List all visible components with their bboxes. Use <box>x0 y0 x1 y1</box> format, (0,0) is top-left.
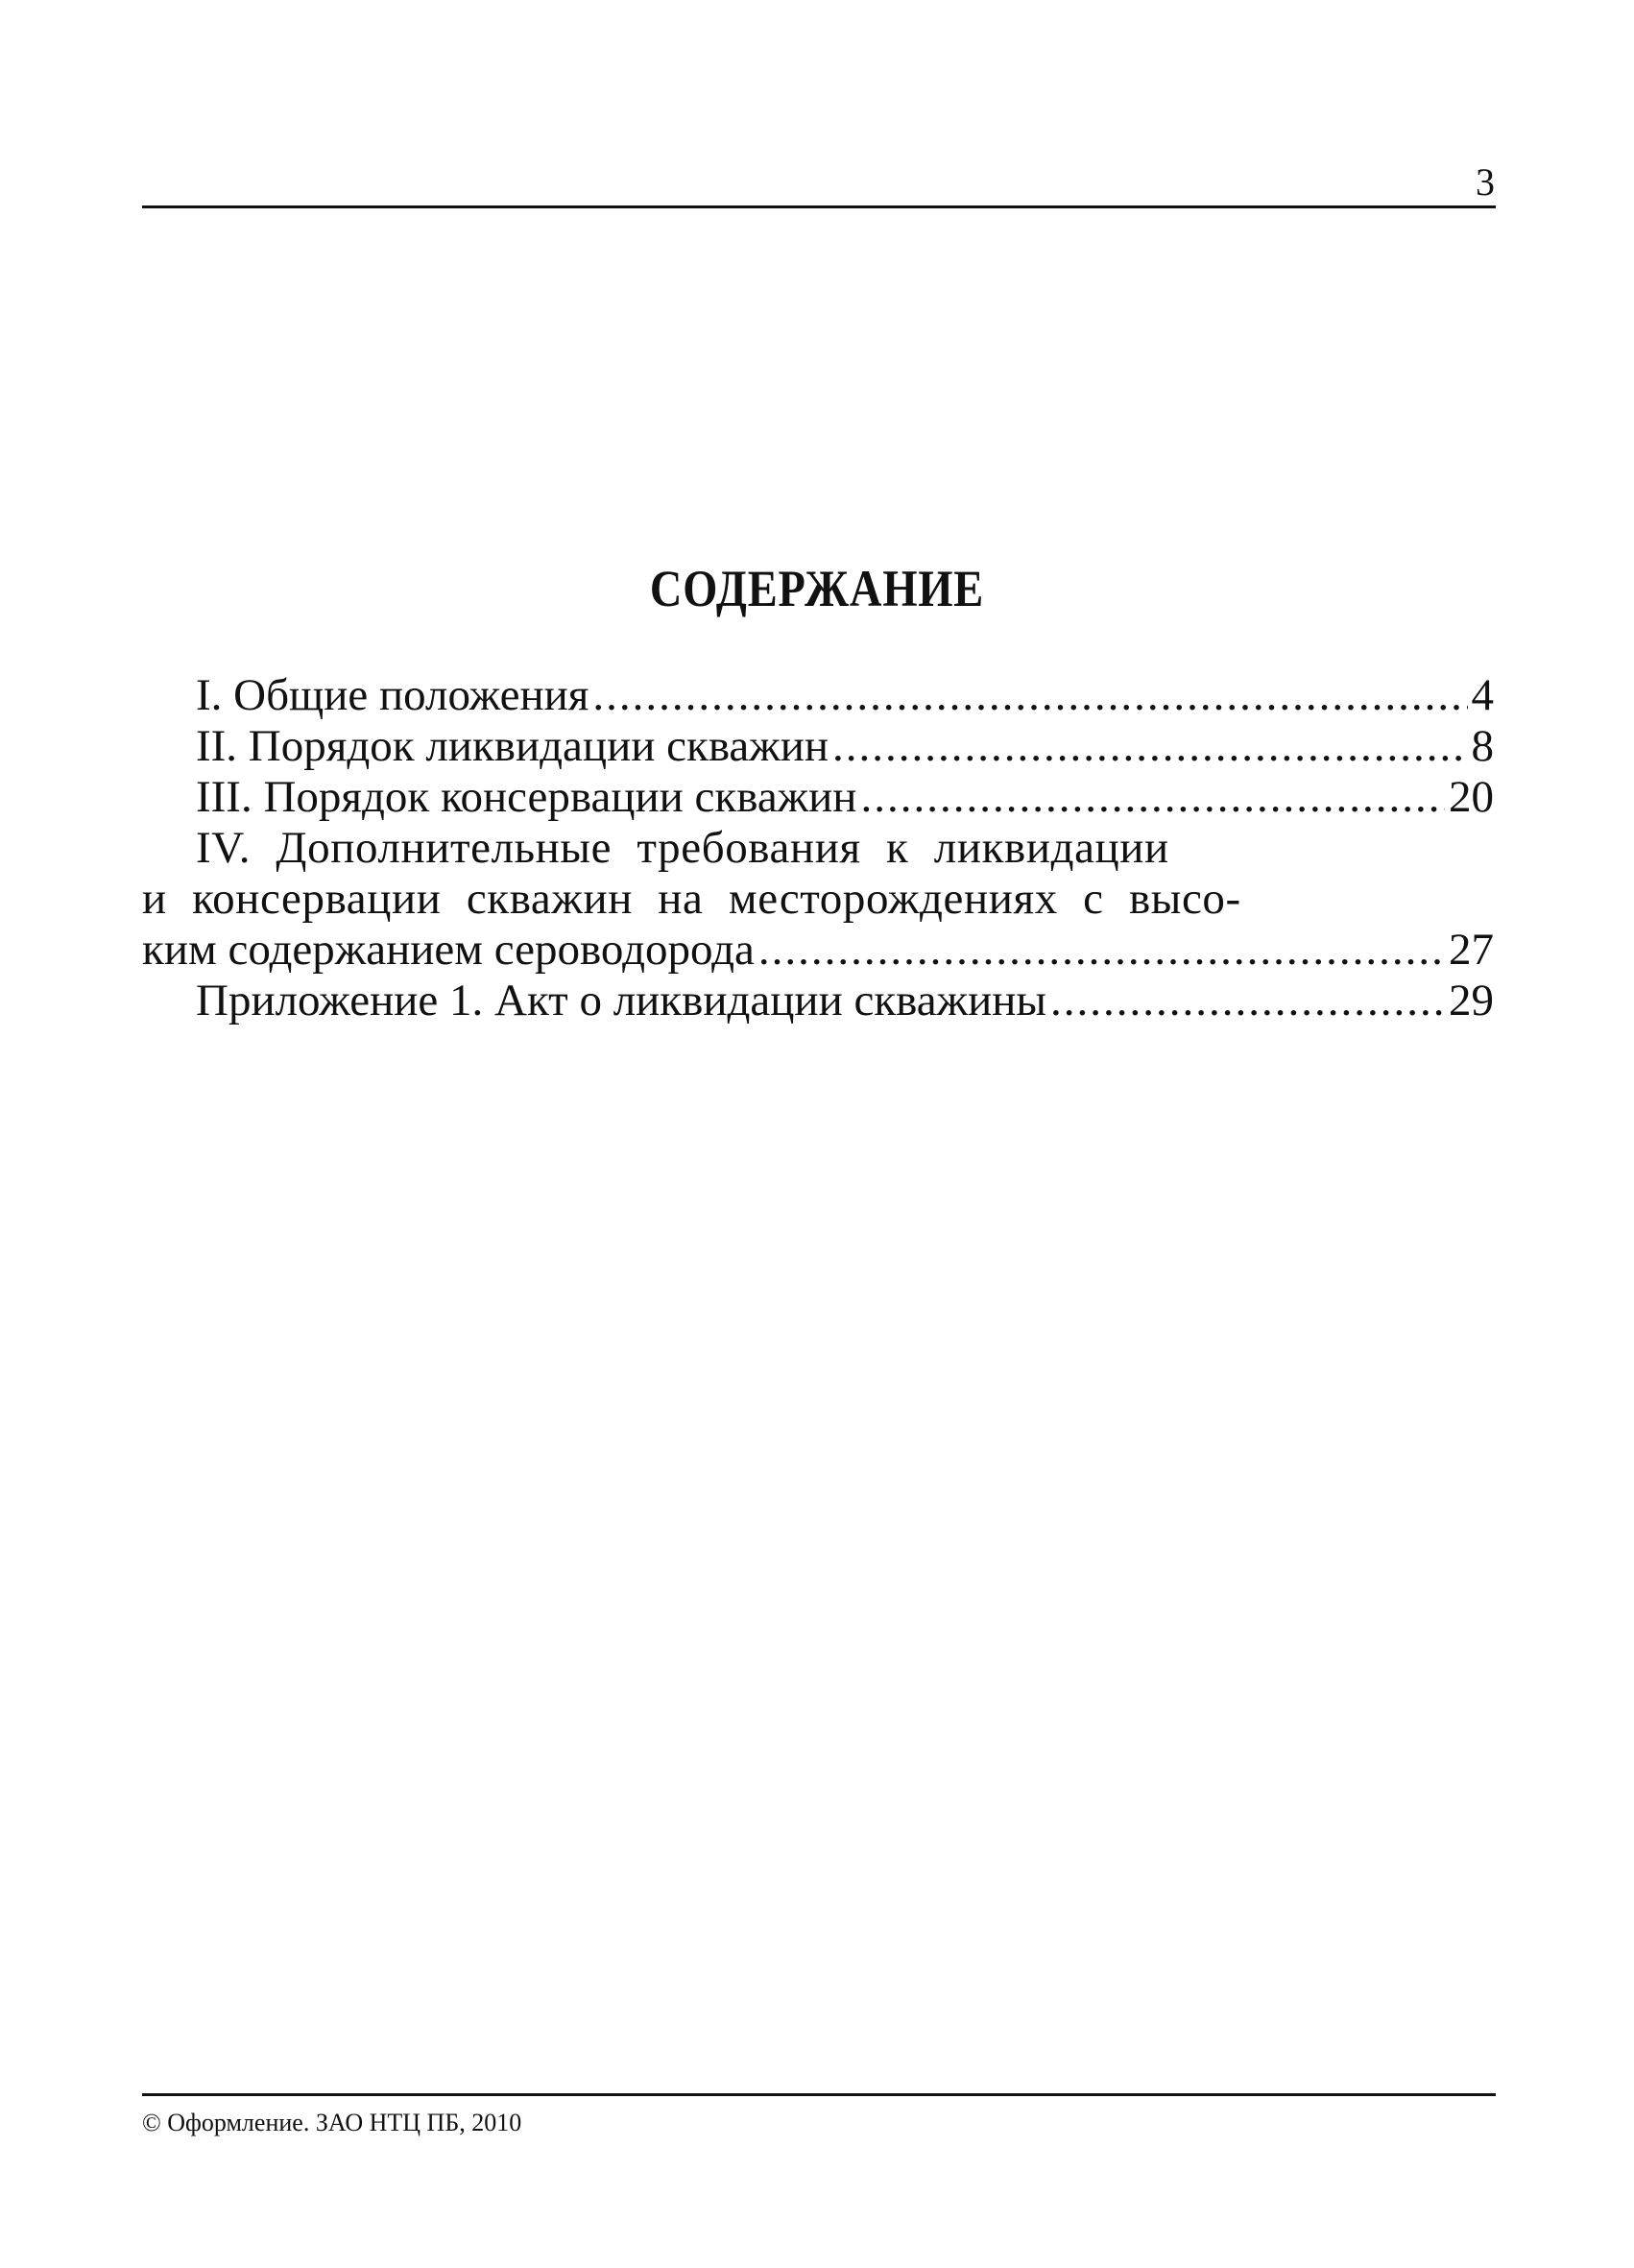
toc-entry-page: 8 <box>1471 721 1494 771</box>
toc-entry-liquidation[interactable] <box>142 721 1494 772</box>
page-number: 3 <box>1476 160 1495 204</box>
table-of-contents <box>142 670 1494 1026</box>
toc-entry-line-1: IV. Дополнительные требования к ликвидации <box>196 823 1169 873</box>
toc-entry-label: II. Порядок ликвидации скважин <box>196 721 829 771</box>
toc-title: СОДЕРЖАНИЕ <box>649 560 985 617</box>
toc-entry-page: 20 <box>1449 772 1494 822</box>
toc-entry-label: III. Порядок консервации скважин <box>196 772 857 822</box>
toc-entry-label: I. Общие положения <box>196 670 589 720</box>
toc-entry-page: 27 <box>1449 925 1494 975</box>
toc-leader-dots <box>758 925 1445 976</box>
toc-entry-label: Приложение 1. Акт о ликвидации скважины <box>196 976 1046 1025</box>
toc-entry-line-2: и консервации скважин на месторождениях с высо- <box>142 874 1241 924</box>
toc-entry-appendix-1[interactable] <box>142 976 1494 1026</box>
footer-rule <box>142 2093 1496 2096</box>
footer-copyright: © Оформление. ЗАО НТЦ ПБ, 2010 <box>142 2109 522 2136</box>
toc-leader-dots <box>592 670 1467 721</box>
toc-entry-label: ким содержанием сероводорода <box>142 925 755 975</box>
header-rule <box>142 205 1496 208</box>
toc-leader-dots <box>832 721 1467 772</box>
toc-entry-line-3 <box>142 925 1494 976</box>
toc-leader-dots <box>1050 976 1445 1026</box>
toc-entry-additional-requirements[interactable] <box>142 823 1494 976</box>
toc-entry-page: 29 <box>1449 976 1494 1025</box>
toc-entry-conservation[interactable] <box>142 772 1494 823</box>
toc-entry-general-provisions[interactable] <box>142 670 1494 721</box>
toc-leader-dots <box>860 772 1445 823</box>
toc-entry-page: 4 <box>1471 670 1494 720</box>
